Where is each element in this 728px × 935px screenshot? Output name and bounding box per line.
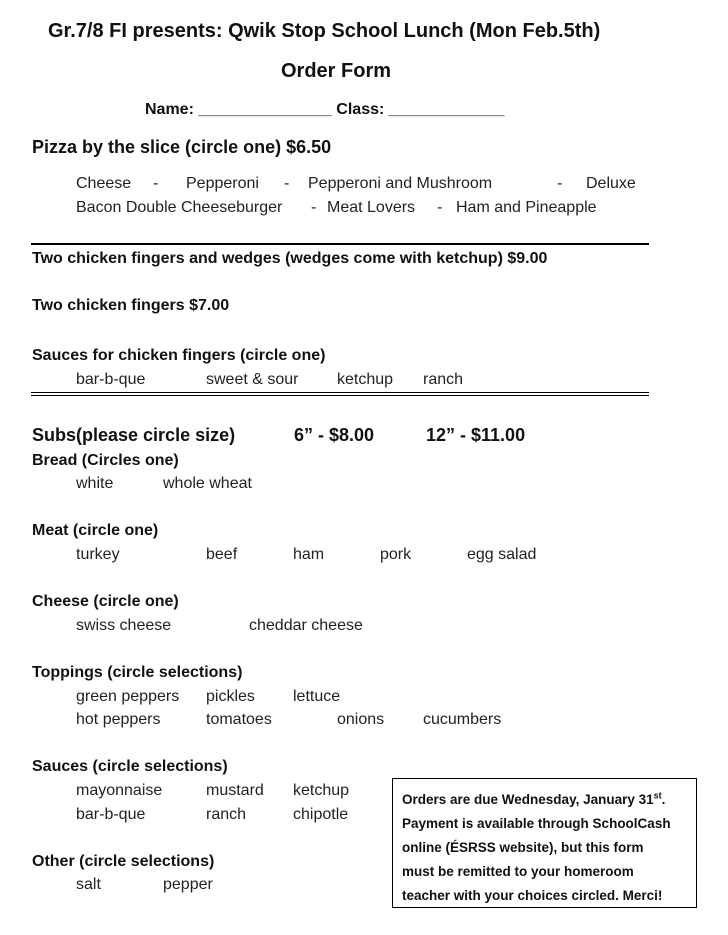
cheese-option-cheddar[interactable]: cheddar cheese (249, 617, 363, 634)
sub-sauce-bbq[interactable]: bar-b-que (76, 806, 146, 823)
section-divider-double-top (31, 392, 649, 393)
section-divider (31, 243, 649, 245)
cheese-option-swiss[interactable]: swiss cheese (76, 617, 172, 634)
chicken-sauce-bbq[interactable]: bar-b-que (76, 371, 146, 388)
sub-sauce-chipotle[interactable]: chipotle (293, 806, 349, 823)
section-divider-double-bottom (31, 395, 649, 396)
order-notice-box (392, 778, 697, 908)
notice-line-2: Payment is available through SchoolCash (402, 816, 671, 831)
sub-sauce-mustard[interactable]: mustard (206, 782, 264, 799)
pizza-separator: - (284, 175, 290, 192)
form-subtitle: Order Form (281, 60, 392, 82)
chicken-sauces-heading: Sauces for chicken fingers (circle one) (32, 347, 326, 364)
class-blank[interactable]: _____________ (388, 101, 505, 118)
pizza-separator: - (153, 175, 159, 192)
page-title: Gr.7/8 FI presents: Qwik Stop School Lunch (Mon Feb.5th) (48, 20, 601, 42)
name-class-line (145, 101, 504, 119)
subs-heading: Subs(please circle size) (32, 425, 236, 445)
topping-cucumbers[interactable]: cucumbers (423, 711, 502, 728)
chicken-sauce-ketchup[interactable]: ketchup (337, 371, 394, 388)
notice-line-4: must be remitted to your homeroom (402, 864, 634, 879)
pizza-option-bacon-double-cheeseburger[interactable]: Bacon Double Cheeseburger (76, 199, 283, 216)
meat-option-beef[interactable]: beef (206, 546, 238, 563)
sub-sauce-mayonnaise[interactable]: mayonnaise (76, 782, 163, 799)
chicken-fingers-item[interactable]: Two chicken fingers $7.00 (32, 297, 230, 314)
other-option-pepper[interactable]: pepper (163, 876, 213, 893)
pizza-separator: - (311, 199, 317, 216)
cheese-heading: Cheese (circle one) (32, 593, 179, 610)
pizza-option-cheese[interactable]: Cheese (76, 175, 132, 192)
name-label: Name: (145, 101, 194, 118)
notice-line-3: online (ÉSRSS website), but this form (402, 840, 644, 855)
meat-option-turkey[interactable]: turkey (76, 546, 120, 563)
sub-size-6-inch[interactable]: 6” - $8.00 (294, 425, 375, 445)
chicken-sauce-sweet-sour[interactable]: sweet & sour (206, 371, 299, 388)
name-blank[interactable]: _______________ (198, 101, 332, 118)
bread-heading: Bread (Circles one) (32, 452, 179, 469)
bread-option-whole-wheat[interactable]: whole wheat (163, 475, 252, 492)
sub-size-12-inch[interactable]: 12” - $11.00 (426, 425, 526, 445)
meat-option-egg-salad[interactable]: egg salad (467, 546, 537, 563)
chicken-sauce-ranch[interactable]: ranch (423, 371, 464, 388)
topping-green-peppers[interactable]: green peppers (76, 688, 180, 705)
chicken-wedges-item[interactable]: Two chicken fingers and wedges (wedges come with ketchup) $9.00 (32, 250, 548, 267)
sub-sauce-ranch[interactable]: ranch (206, 806, 247, 823)
meat-option-pork[interactable]: pork (380, 546, 412, 563)
pizza-separator: - (557, 175, 563, 192)
class-label: Class: (336, 101, 385, 118)
pizza-option-pepperoni[interactable]: Pepperoni (186, 175, 259, 192)
topping-onions[interactable]: onions (337, 711, 385, 728)
pizza-option-meat-lovers[interactable]: Meat Lovers (327, 199, 416, 216)
pizza-separator: - (437, 199, 443, 216)
pizza-option-deluxe[interactable]: Deluxe (586, 175, 636, 192)
toppings-heading: Toppings (circle selections) (32, 664, 243, 681)
sub-sauce-ketchup[interactable]: ketchup (293, 782, 350, 799)
sub-sauces-heading: Sauces (circle selections) (32, 758, 228, 775)
topping-lettuce[interactable]: lettuce (293, 688, 341, 705)
bread-option-white[interactable]: white (76, 475, 114, 492)
notice-line-5: teacher with your choices circled. Merci! (402, 888, 663, 903)
meat-heading: Meat (circle one) (32, 522, 159, 539)
topping-hot-peppers[interactable]: hot peppers (76, 711, 161, 728)
pizza-option-ham-pineapple[interactable]: Ham and Pineapple (456, 199, 597, 216)
topping-tomatoes[interactable]: tomatoes (206, 711, 272, 728)
other-heading: Other (circle selections) (32, 853, 215, 870)
pizza-heading: Pizza by the slice (circle one) $6.50 (32, 137, 332, 157)
notice-line-1: Orders are due Wednesday, January 31st. (402, 790, 666, 807)
topping-pickles[interactable]: pickles (206, 688, 255, 705)
pizza-option-pepperoni-mushroom[interactable]: Pepperoni and Mushroom (308, 175, 493, 192)
meat-option-ham[interactable]: ham (293, 546, 325, 563)
other-option-salt[interactable]: salt (76, 876, 101, 893)
